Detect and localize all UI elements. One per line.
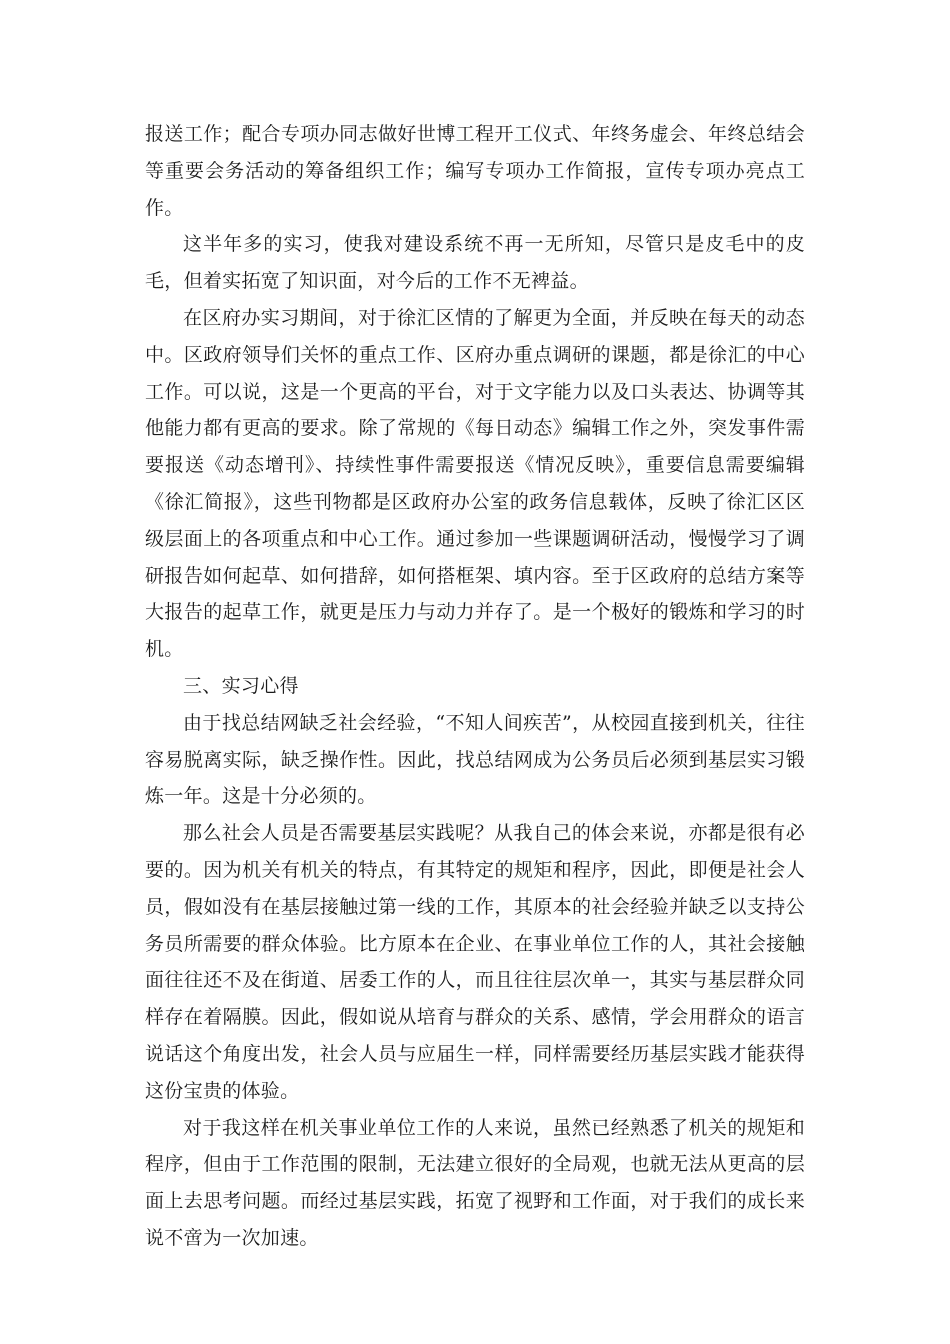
paragraph-continuation: 报送工作；配合专项办同志做好世博工程开工仪式、年终务虚会、年终总结会等重要会务活动的筹备组织工作；编写专项办工作简报，宣传专项办亮点工作。 xyxy=(145,123,805,219)
paragraph-experience-1: 由于找总结网缺乏社会经验，“不知人间疾苦”，从校园直接到机关，往往容易脱离实际，缺乏操作性。因此，找总结网成为公务员后必须到基层实习锻炼一年。这是十分必须的。 xyxy=(145,711,805,808)
paragraph-district-office: 在区府办实习期间，对于徐汇区情的了解更为全面，并反映在每天的动态中。区政府领导们关怀的重点工作、区府办重点调研的课题，都是徐汇的中心工作。可以说，这是一个更高的平台，对于文字能力以及口头表达、协调等其他能力都有更高的要求。除了常规的《每日动态》编辑工作之外，突发事件需要报送《动态增刊》、持续性事件需要报送《情况反映》，重要信息需要编辑《徐汇简报》，这些刊物都是区政府办公室的政务信息载体，反映了徐汇区区级层面上的各项重点和中心工作。通过参加一些课题调研活动，慢慢学习了调研报告如何起草、如何措辞，如何搭框架、填内容。至于区政府的总结方案等大报告的起草工作，就更是压力与动力并存了。是一个极好的锻炼和学习的时机。 xyxy=(145,306,805,661)
section-heading: 三、实习心得 xyxy=(183,674,299,697)
document-page xyxy=(145,116,805,1257)
paragraph-experience-2: 那么社会人员是否需要基层实践呢？从我自己的体会来说，亦都是很有必要的。因为机关有机关的特点，有其特定的规矩和程序，因此，即便是社会人员，假如没有在基层接触过第一线的工作，其原本的社会经验并缺乏以支持公务员所需要的群众体验。比方原本在企业、在事业单位工作的人，其社会接触面往往还不及在街道、居委工作的人，而且往往层次单一，其实与基层群众同样存在着隔膜。因此，假如说从培育与群众的关系、感情，学会用群众的语言说话这个角度出发，社会人员与应届生一样，同样需要经历基层实践才能获得这份宝贵的体验。 xyxy=(145,822,805,1102)
paragraph-internship-summary: 这半年多的实习，使我对建设系统不再一无所知，尽管只是皮毛中的皮毛，但着实拓宽了知识面，对今后的工作不无裨益。 xyxy=(145,233,805,293)
paragraph-experience-3: 对于我这样在机关事业单位工作的人来说，虽然已经熟悉了机关的规矩和程序，但由于工作范围的限制，无法建立很好的全局观，也就无法从更高的层面上去思考问题。而经过基层实践，拓宽了视野和工作面，对于我们的成长来说不啻为一次加速。 xyxy=(145,1116,805,1249)
